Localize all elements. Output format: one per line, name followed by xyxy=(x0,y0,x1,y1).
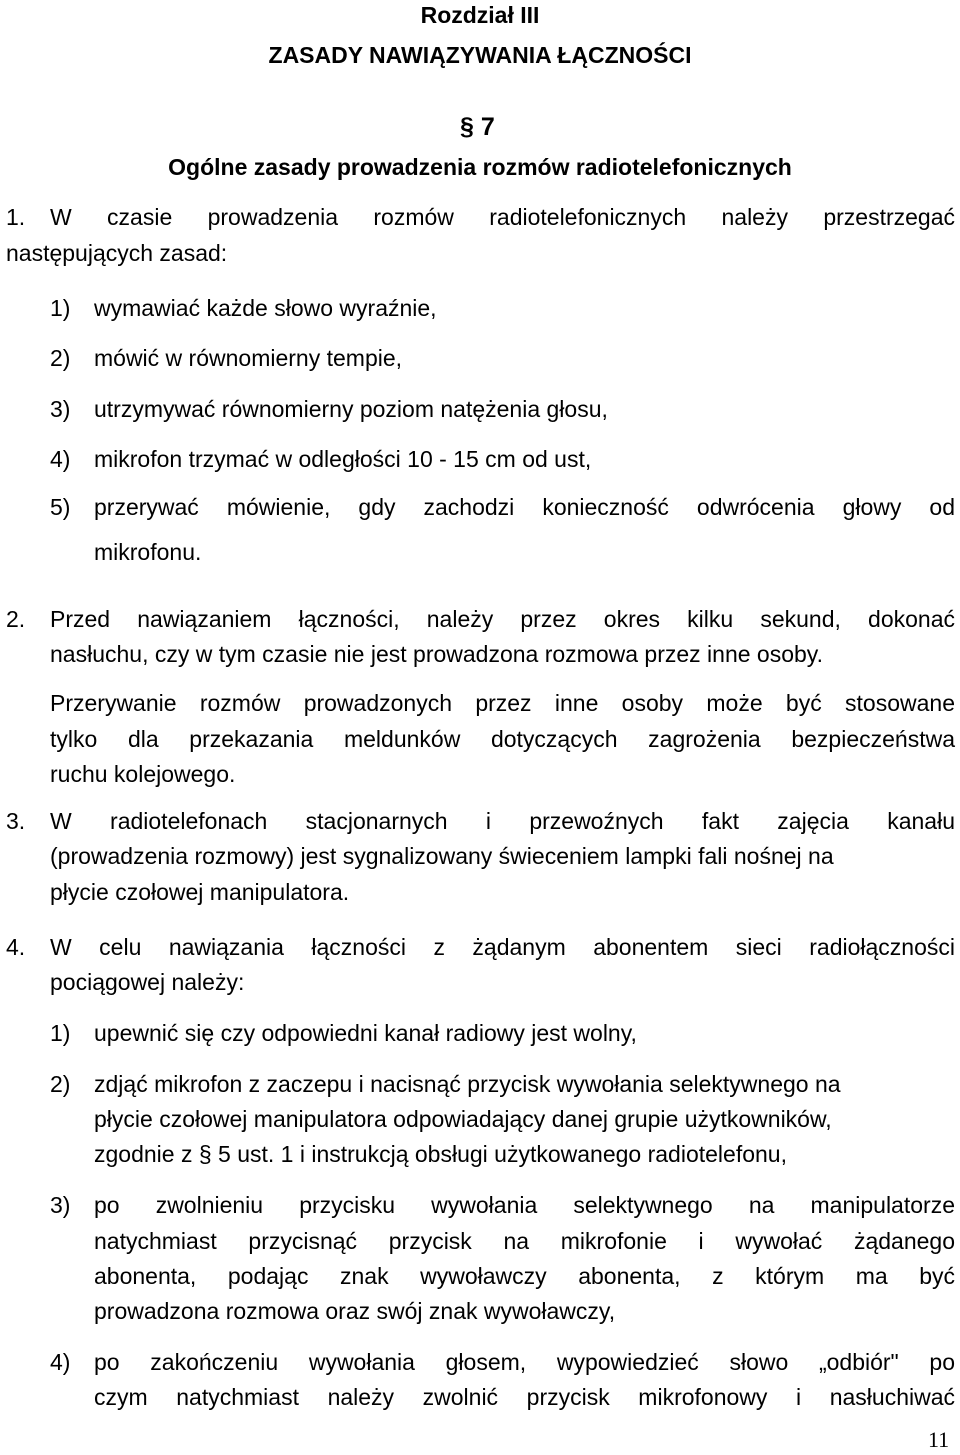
paragraph-text: nasłuchu, czy w tym czasie nie jest prowadzona rozmowa przez inne osoby. xyxy=(50,641,823,667)
paragraph-text: ruchu kolejowego. xyxy=(50,761,236,787)
list-item-number: 4) xyxy=(50,446,71,472)
paragraph-number: 2. xyxy=(6,606,26,632)
list-item-text: czym natychmiast należy zwolnić przycisk mikrofonowy i nasłuchiwać xyxy=(94,1384,955,1410)
paragraph-text: W celu nawiązania łączności z żądanym abonentem sieci radiołączności xyxy=(50,934,955,960)
list-item-text: abonenta, podając znak wywoławczy abonenta, z którym ma być xyxy=(94,1263,955,1289)
list-item-text: wymawiać każde słowo wyraźnie, xyxy=(94,295,437,321)
paragraph-number: 3. xyxy=(6,808,26,834)
paragraph-text: tylko dla przekazania meldunków dotyczących zagrożenia bezpieczeństwa xyxy=(50,726,955,752)
list-item-number: 4) xyxy=(50,1349,71,1375)
list-item-text: natychmiast przycisnąć przycisk na mikrofonie i wywołać żądanego xyxy=(94,1228,955,1254)
chapter-heading: Rozdział III xyxy=(420,2,540,28)
list-item-number: 3) xyxy=(50,1192,71,1218)
list-item-text: po zwolnieniu przycisku wywołania selektywnego na manipulatorze xyxy=(94,1192,955,1218)
list-item-number: 1) xyxy=(50,1020,71,1046)
list-item-text: zdjąć mikrofon z zaczepu i nacisnąć przycisk wywołania selektywnego na xyxy=(94,1071,841,1097)
paragraph-text: następujących zasad: xyxy=(6,240,228,266)
list-item-text: mikrofon trzymać w odległości 10 - 15 cm od ust, xyxy=(94,446,592,472)
paragraph-text: W radiotelefonach stacjonarnych i przewoźnych fakt zajęcia kanału xyxy=(50,808,955,834)
list-item-number: 2) xyxy=(50,1071,71,1097)
list-item-number: 2) xyxy=(50,345,71,371)
paragraph-text: Przed nawiązaniem łączności, należy przez okres kilku sekund, dokonać xyxy=(50,606,955,632)
paragraph-text: (prowadzenia rozmowy) jest sygnalizowany świeceniem lampki fali nośnej na xyxy=(50,843,834,869)
list-item-text: mówić w równomierny tempie, xyxy=(94,345,403,371)
list-item-number: 1) xyxy=(50,295,71,321)
section-number: § 7 xyxy=(460,113,495,141)
list-item-text: upewnić się czy odpowiedni kanał radiowy jest wolny, xyxy=(94,1020,637,1046)
list-item-number: 3) xyxy=(50,396,71,422)
list-item-text: przerywać mówienie, gdy zachodzi konieczność odwrócenia głowy od xyxy=(94,494,955,520)
paragraph-number: 1. xyxy=(6,204,26,230)
chapter-title: ZASADY NAWIĄZYWANIA ŁĄCZNOŚCI xyxy=(268,42,692,68)
paragraph-number: 4. xyxy=(6,934,26,960)
list-item-text: po zakończeniu wywołania głosem, wypowiedzieć słowo „odbiór" po xyxy=(94,1349,955,1375)
page-number: 11 xyxy=(928,1427,950,1452)
list-item-text: utrzymywać równomierny poziom natężenia głosu, xyxy=(94,396,608,422)
paragraph-text: W czasie prowadzenia rozmów radiotelefonicznych należy przestrzegać xyxy=(50,204,955,230)
list-item-number: 5) xyxy=(50,494,71,520)
section-title: Ogólne zasady prowadzenia rozmów radiotelefonicznych xyxy=(168,154,792,180)
list-item-text: prowadzona rozmowa oraz swój znak wywoławczy, xyxy=(94,1298,616,1324)
list-item-text: mikrofonu. xyxy=(94,539,202,565)
list-item-text: płycie czołowej manipulatora odpowiadający danej grupie użytkowników, xyxy=(94,1106,832,1132)
paragraph-text: płycie czołowej manipulatora. xyxy=(50,879,350,905)
list-item-text: zgodnie z § 5 ust. 1 i instrukcją obsługi użytkowanego radiotelefonu, xyxy=(94,1141,787,1167)
paragraph-text: Przerywanie rozmów prowadzonych przez inne osoby może być stosowane xyxy=(50,690,955,716)
paragraph-text: pociągowej należy: xyxy=(50,969,245,995)
